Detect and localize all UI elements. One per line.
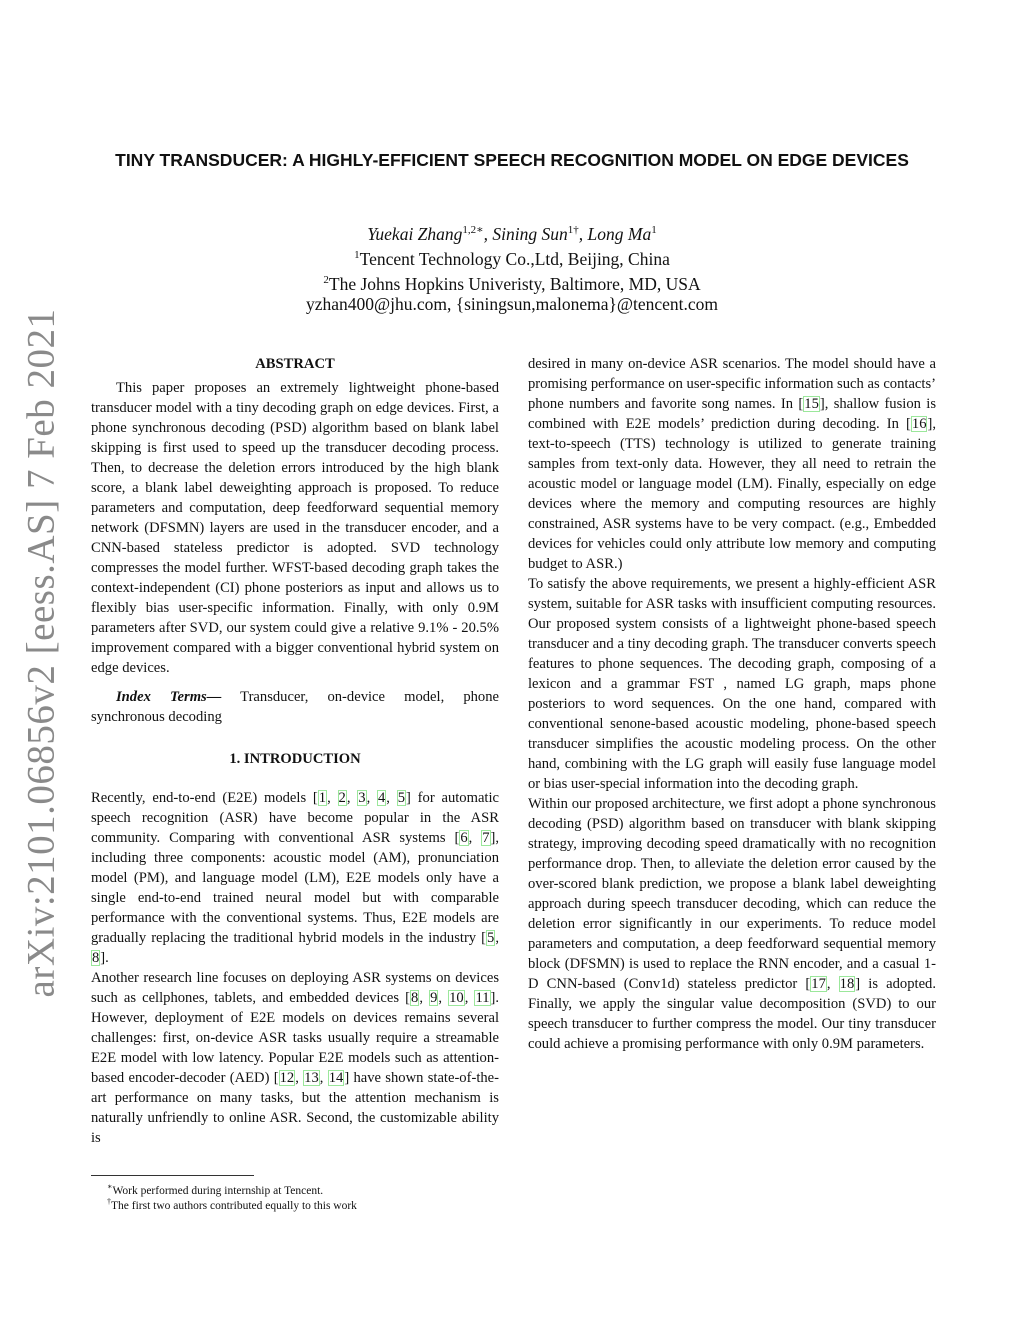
citation-link[interactable]: 12 (279, 1070, 295, 1086)
author-sup: 1 (651, 224, 657, 236)
intro-paragraph-2: Another research line focuses on deploying ASR systems on devices such as cellphones, tablets, and embedded devices [8, 9, 10, 11]. However, deployment of E2E models on devices remains several challenges: first, on-device ASR tasks usually require a streamable E2E model with low latency. Popular E2E models such as attention-based encoder-decoder (AED) [12, 13, 14] have shown state-of-the-art performance on many tasks, but the attention mechanism is naturally unfriendly to online ASR. Second, the customizable ability is (91, 970, 500, 1146)
citation-link[interactable]: 16 (911, 416, 927, 432)
right-column (528, 354, 936, 1054)
intro-paragraph-4: To satisfy the above requirements, we present a highly-efficient ASR system, suitable for ASR tasks with insufficient computing resources. Our proposed system consists of a lightweight phone-based speech transducer and a tiny decoding graph. The transducer converts speech features to phone sequences. The decoding graph, composing of a lexicon and a grammar FST , named LG graph, maps phone posteriors to word sequences. On the one hand, compared with conventional senone-based acoustic modeling, phone-based speech transducer simplifies the acoustic modeling process. On the other hand, combining with the LG graph will easily fuse language model or bias user-special information into the decoding graph. (528, 576, 936, 792)
citation-link[interactable]: 13 (304, 1070, 319, 1086)
text-run: ]. However, deployment of E2E models on devices remains several challenges: first, on-device ASR tasks usually require a streamable E2E model with low latency. Popular E2E models such as attention-based encoder-decoder (AED) [ (91, 990, 500, 1086)
author-name: Yuekai Zhang (367, 223, 463, 244)
author-names: Yuekai Zhang$^{1,2∗}$, Sining Sun$^{1\dagger}$, Long Ma$^1$ (367, 223, 657, 244)
footnote-text: Work performed during internship at Tencent. (112, 1184, 324, 1197)
text-run: ] is adopted. Finally, we apply the singular value decomposition (SVD) to our speech transducer to further compress the model. Our tiny transducer could achieve a promising performance with only 0.9M parameters. (528, 976, 936, 1052)
citation-link[interactable]: 7 (482, 830, 490, 846)
text-run: Another research line focuses on deploying ASR systems on devices such as cellphones, tablets, and embedded devices [ (91, 970, 499, 1006)
affiliation-sup: 2 (323, 273, 329, 286)
author-emails: yzhan400@jhu.com, {siningsun,malonema}@tencent.com (305, 294, 719, 315)
intro-heading: 1. INTRODUCTION (229, 751, 361, 767)
citation-link[interactable]: 8 (411, 990, 419, 1006)
citation-link[interactable]: 3 (358, 790, 366, 806)
text-run: desired in many on-device ASR scenarios. The model should have a promising performance on user-specific information such as contacts’ phone numbers and favorite song names. In [ (528, 356, 936, 412)
footnote-sup: † (107, 1197, 111, 1206)
affiliation-2 (90, 270, 934, 295)
index-terms-text: Transducer, on-device model, phone synchronous decoding (91, 689, 499, 725)
citation-link[interactable]: 2 (338, 790, 346, 806)
intro-paragraph-3 (528, 354, 936, 574)
text-run: Within our proposed architecture, we first adopt a phone synchronous decoding (PSD) algorithm based on transducer with blank skipping strategy, improving decoding speed dramatically with no recognition performance drop. Then, to alleviate the deletion error caused by the over-scored blank prediction, we propose a blank label deweighting approach during speech transducer decoding, which can reduce the deletion error significantly in our experiments. To reduce model parameters and computation, a deep feedforward sequential memory block (DFSMN) is used to replace the RNN encoder, and a casual 1-D CNN-based (Conv1d) stateless predictor [ (528, 796, 936, 992)
affiliation-sup: 1 (354, 248, 360, 261)
author-name: Long Ma (587, 223, 652, 244)
citation-link[interactable]: 14 (328, 1070, 344, 1086)
abstract-text: This paper proposes an extremely lightweight phone-based transducer model with a tiny decoding graph on edge devices. First, a phone synchronous decoding (PSD) algorithm based on blank label skipping is first used to speed up the transducer decoding process. Then, to decrease the deletion errors introduced by the high blank score, a blank label deweighting approach is proposed. To reduce parameters and computation, deep feedforward sequential memory network (DFSMN) layers are used in the transducer encoder, and a CNN-based stateless predictor is adopted. SVD technology compresses the model further. WFST-based decoding graph takes the context-independent (CI) phone posteriors as input and allows us to flexibly bias user-specific information. Finally, with only 0.9M parameters after SVD, our system could give a relative 9.1% - 20.5% improvement compared with a bigger conventional hybrid system on edge devices. (91, 380, 499, 676)
citation-link[interactable]: 11 (475, 990, 490, 1006)
citation-link[interactable]: 8 (92, 950, 100, 966)
footnote-text: The first two authors contributed equally to this work (111, 1199, 357, 1212)
intro-paragraph-5: Within our proposed architecture, we first adopt a phone synchronous decoding (PSD) algorithm based on transducer with blank skipping strategy, improving decoding speed dramatically with no recognition performance drop. Then, to alleviate the deletion error caused by the over-scored blank prediction, we propose a blank label deweighting approach during speech transducer decoding, which can reduce the deletion error significantly in our experiments. To reduce model parameters and computation, a deep feedforward sequential memory block (DFSMN) is used to replace the RNN encoder, and a casual 1-D CNN-based (Conv1d) stateless predictor [17, 18] is adopted. Finally, we apply the singular value decomposition (SVD) to our speech transducer to further compress the model. Our tiny transducer could achieve a promising performance with only 0.9M parameters. (528, 796, 936, 1052)
text-run: ], including three components: acoustic model (AM), pronunciation model (PM), and language model (LM), E2E models only have a single end-to-end trained neural model but with comparable performance with the conventional systems. Thus, E2E models are gradually replacing the traditional hybrid models in the industry [ (91, 830, 500, 946)
intro-paragraph-1: Recently, end-to-end (E2E) models [1, 2, 3, 4, 5] for automatic speech recognition (ASR) have become popular in the ASR community. Comparing with conventional ASR systems [6, 7], including three components: acoustic model (AM), pronunciation model (PM), and language model (LM), E2E models only have a single end-to-end trained neural model but with comparable performance with the conventional systems. Thus, E2E models are gradually replacing the traditional hybrid models in the industry [5, 8]. (91, 790, 500, 966)
text-run: ]. (100, 950, 109, 966)
arxiv-stamp-text: arXiv:2101.06856v2 [eess.AS] 7 Feb 2021 (19, 308, 63, 998)
footnote-2 (91, 1195, 357, 1213)
citation-link[interactable]: 5 (487, 930, 495, 946)
index-terms (91, 687, 499, 727)
paper-title: TINY TRANSDUCER: A HIGHLY-EFFICIENT SPEECH RECOGNITION MODEL ON EDGE DEVICES (115, 150, 909, 170)
left-column (91, 354, 499, 1148)
affiliation-text: Tencent Technology Co.,Ltd, Beijing, China (359, 248, 670, 269)
text-run: Recently, end-to-end (E2E) models [ (91, 790, 318, 806)
citation-link[interactable]: 18 (839, 976, 855, 992)
author-block (90, 220, 934, 315)
citation-link[interactable]: 4 (378, 790, 386, 806)
author-name: Sining Sun (492, 223, 568, 244)
citation-link[interactable]: 5 (397, 790, 406, 806)
citation-link[interactable]: 15 (804, 396, 819, 412)
footnote-sup: ∗ (107, 1182, 113, 1191)
citation-link[interactable]: 10 (449, 990, 464, 1006)
text-run: ] have shown state-of-the-art performance on many tasks, but the attention mechanism is naturally unfriendly to online ASR. Second, the customizable ability is (91, 1070, 500, 1146)
citation-link[interactable]: 1 (318, 790, 327, 806)
affiliation-1 (90, 245, 934, 270)
abstract-heading: ABSTRACT (255, 356, 335, 372)
arxiv-stamp (16, 308, 66, 998)
citation-link[interactable]: 9 (430, 990, 438, 1006)
text-run: ], shallow fusion is combined with E2E models’ prediction during decoding. In [ (528, 396, 936, 432)
text-run: ] for automatic speech recognition (ASR) have become popular in the ASR community. Comparing with conventional ASR systems [ (91, 790, 500, 846)
author-sup: 1† (567, 224, 579, 236)
affiliation-text: The Johns Hopkins Univeristy, Baltimore, MD, USA (328, 273, 701, 294)
text-run: ], text-to-speech (TTS) technology is utilized to generate training samples from text-only data. However, they all need to retrain the acoustic model or language model (LM). Finally, especially on edge devices where the memory and computing resources are highly constrained, ASR systems have to be very compact. (e.g., Embedded devices for vehicles could only attribute low memory and computing budget to ASR.) (528, 416, 936, 572)
citation-link[interactable]: 17 (811, 976, 826, 992)
index-terms-label: Index Terms— (116, 689, 222, 705)
citation-link[interactable]: 6 (460, 830, 468, 846)
footnote-rule (91, 1175, 254, 1176)
author-sup: 1,2∗ (462, 224, 484, 236)
